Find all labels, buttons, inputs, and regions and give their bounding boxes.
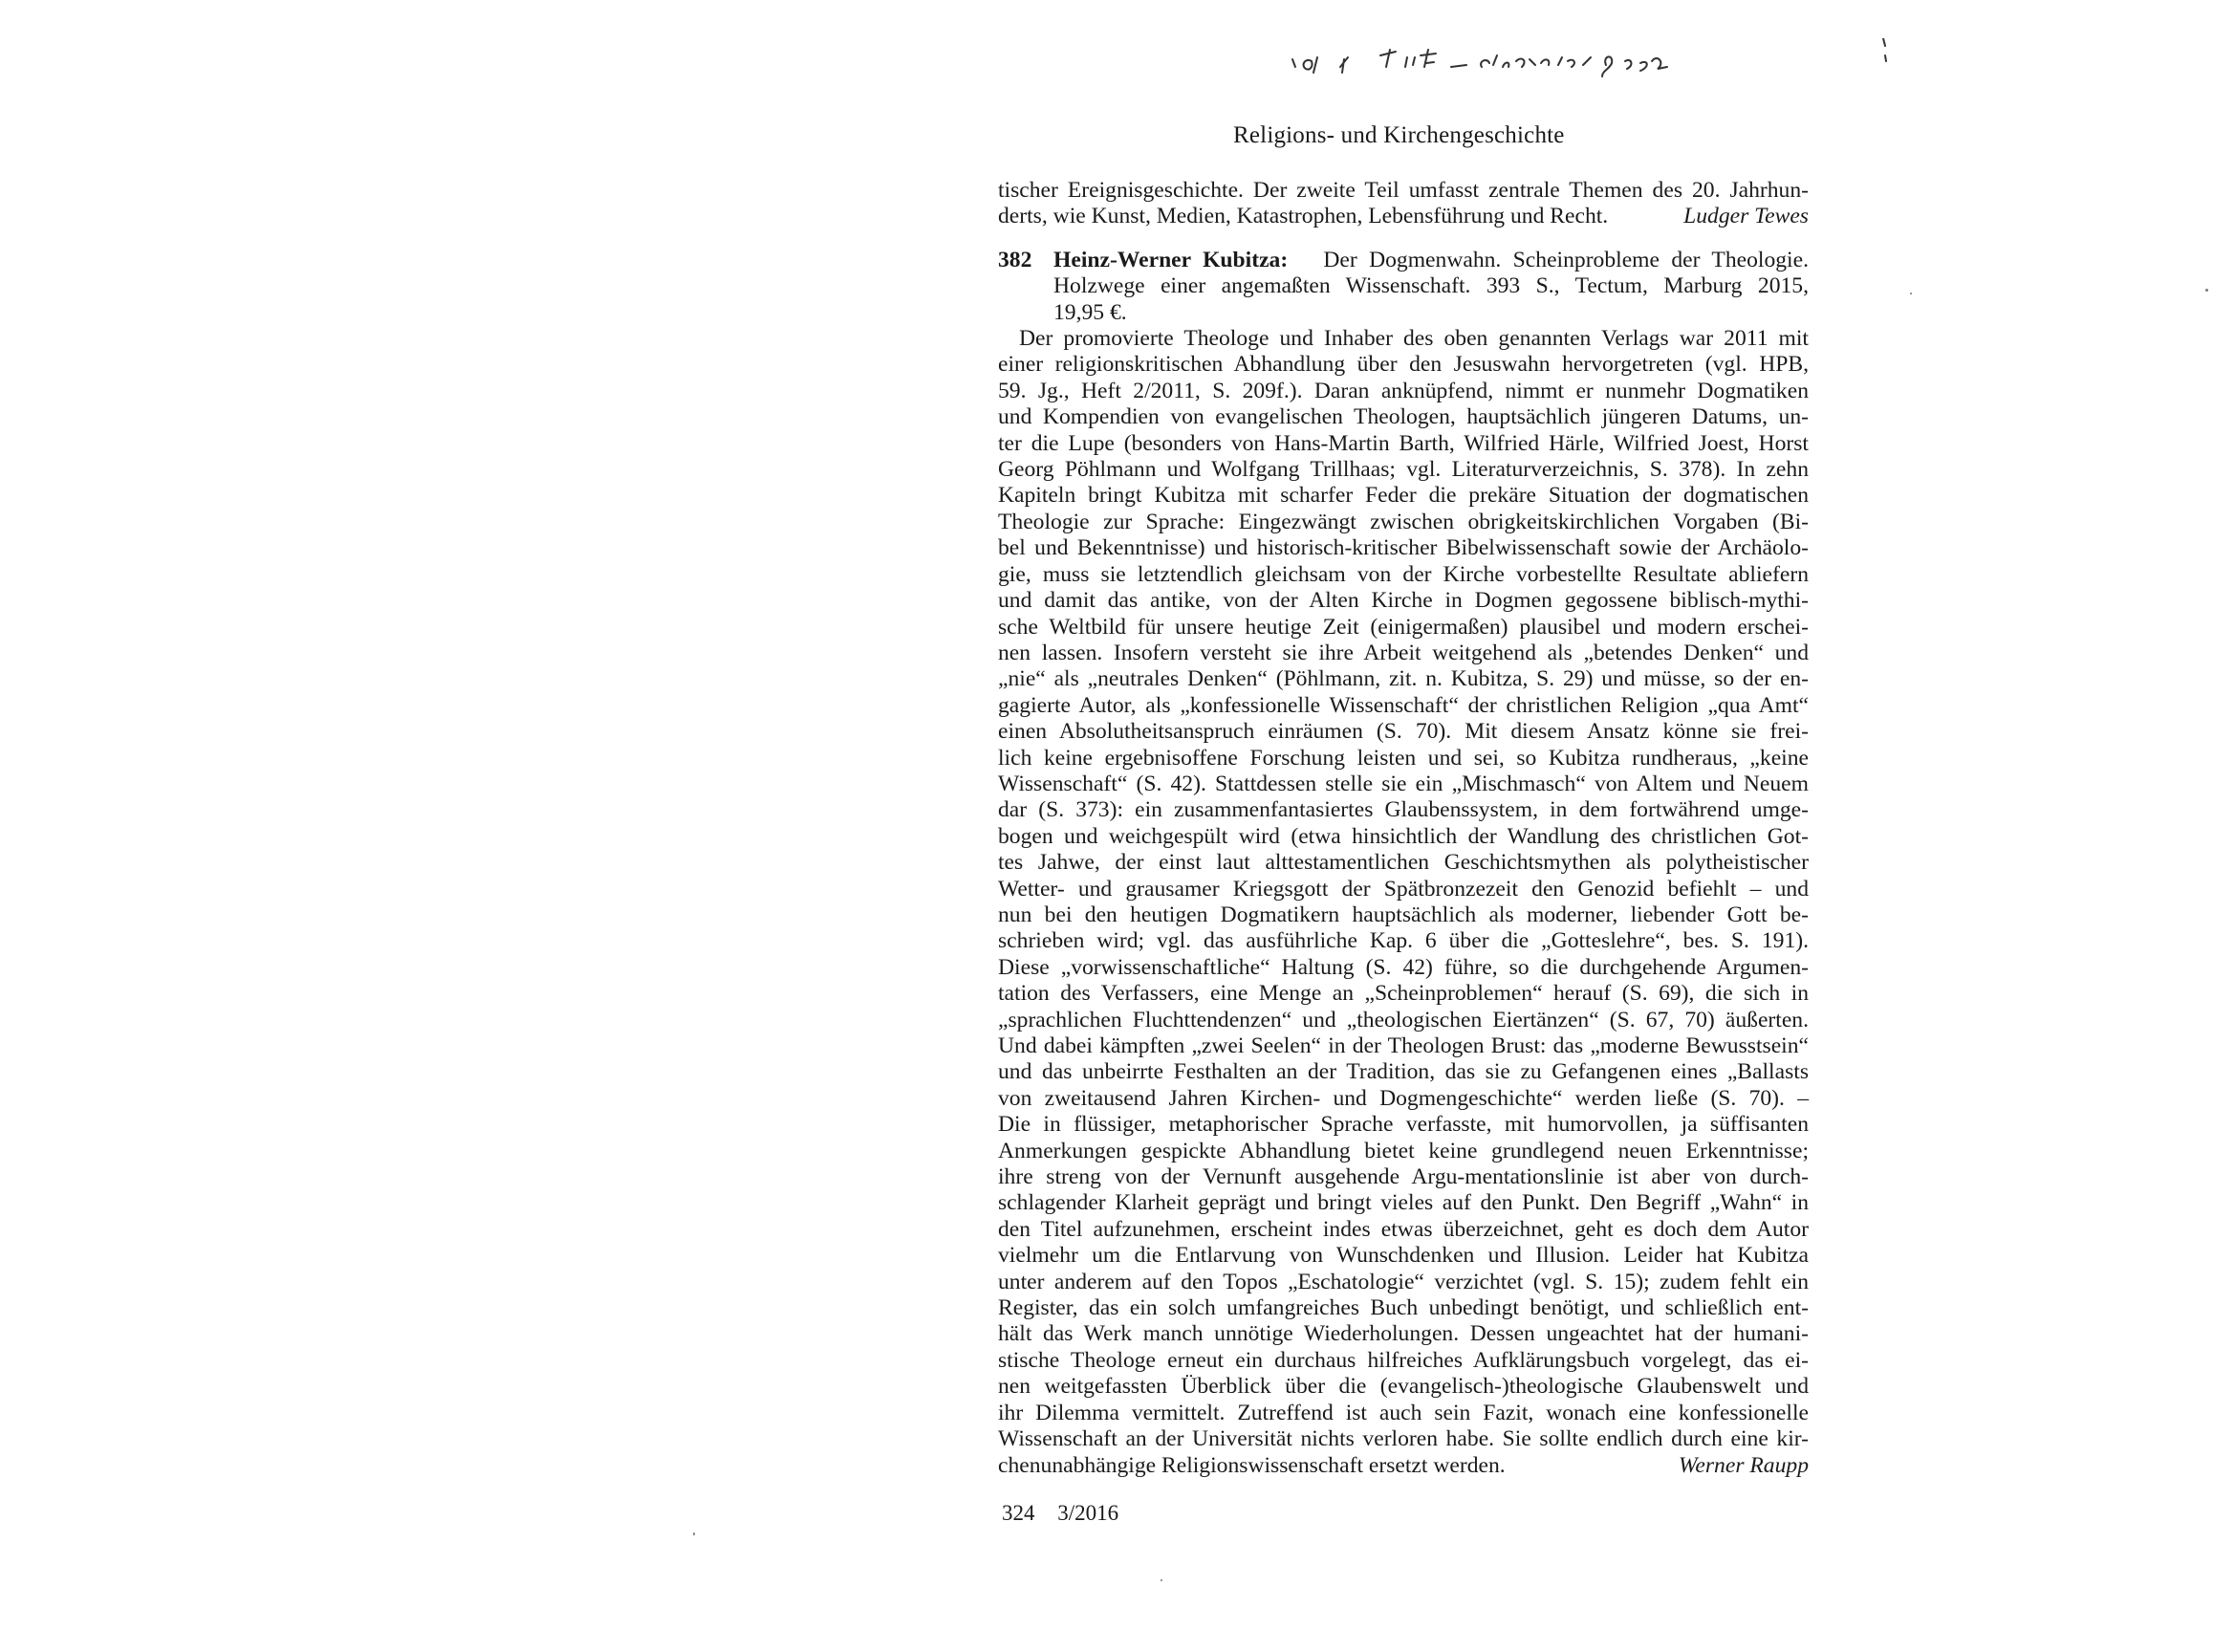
- text-line: vielmehr um die Entlarvung von Wunschdenken und Illusion. Leider hat Kubitza: [998, 1243, 1809, 1269]
- text-line: einen Absolutheitsanspruch einräumen (S. 70). Mit diesem Ansatz könne sie frei-: [998, 719, 1809, 745]
- handwritten-annotation: [1281, 38, 1893, 124]
- text-line: einer religionskritischen Abhandlung über den Jesuswahn hervorgetreten (vgl. HPB,: [998, 352, 1809, 378]
- text-column: [998, 178, 1809, 1479]
- text-line: Und dabei kämpften „zwei Seelen“ in der Theologen Brust: das „moderne Bewusstsein“: [998, 1033, 1809, 1058]
- text-line: lich keine ergebnisoffene Forschung leisten und sei, so Kubitza rundheraus, „keine: [998, 745, 1809, 771]
- text-line: derts, wie Kunst, Medien, Katastrophen, Lebensführung und Recht.: [998, 204, 1609, 229]
- text-line: schlagender Klarheit geprägt und bringt vieles auf den Punkt. Den Begriff „Wahn“ in: [998, 1190, 1809, 1216]
- review-body: [998, 326, 1809, 1452]
- review-entry: [998, 248, 1809, 1479]
- text-line: Georg Pöhlmann und Wolfgang Trillhaas; vgl. Literaturverzeichnis, S. 378). In zehn: [998, 457, 1809, 483]
- text-line: „sprachlichen Fluchttendenzen“ und „theologischen Eiertänzen“ (S. 67, 70) äußerten.: [998, 1007, 1809, 1032]
- text-line: nun bei den heutigen Dogmatikern hauptsächlich als moderner, liebender Gott be-: [998, 902, 1809, 927]
- text-line: gagierte Autor, als „konfessionelle Wissenschaft“ der christlichen Religion „qua Amt“: [998, 692, 1809, 718]
- text-line: und Kompendien von evangelischen Theologen, hauptsächlich jüngeren Datums, un-: [998, 404, 1809, 430]
- page-footer: [1002, 1501, 1118, 1526]
- text-line: Wetter- und grausamer Kriegsgott der Spätbronzezeit den Genozid befiehlt – und: [998, 876, 1809, 902]
- text-line: von zweitausend Jahren Kirchen- und Dogmengeschichte“ werden ließe (S. 70). –: [998, 1085, 1809, 1111]
- running-header: Religions- und Kirchengeschichte: [1233, 122, 1565, 148]
- entry-title: Der Dogmenwahn. Scheinprobleme der Theologie.: [1323, 247, 1809, 272]
- text-line: den Titel aufzunehmen, erscheint indes etwas überzeichnet, geht es doch dem Autor: [998, 1216, 1809, 1242]
- scan-speck: [1161, 1579, 1162, 1581]
- text-line: Die in flüssiger, metaphorischer Sprache verfasste, mit humorvollen, ja süffisanten: [998, 1112, 1809, 1138]
- text-line: und das unbeirrte Festhalten an der Tradition, das sie zu Gefangenen eines „Ballasts: [998, 1059, 1809, 1085]
- text-line: sche Weltbild für unsere heutige Zeit (einigermaßen) plausibel und modern erschei-: [998, 614, 1809, 640]
- text-line: Wissenschaft an der Universität nichts verloren habe. Sie sollte endlich durch eine kir-: [998, 1426, 1809, 1452]
- text-line: Diese „vorwissenschaftliche“ Haltung (S. 42) führe, so die durchgehende Argumen-: [998, 954, 1809, 980]
- text-line: und damit das antike, von der Alten Kirche in Dogmen gegossene biblisch-mythi-: [998, 588, 1809, 614]
- text-line: Anmerkungen gespickte Abhandlung bietet keine grundlegend neuen Erkenntnisse;: [998, 1138, 1809, 1163]
- reviewer-signature: Werner Raupp: [1678, 1452, 1809, 1478]
- page-number: 324: [1002, 1501, 1035, 1525]
- text-line: nen lassen. Insofern versteht sie ihre Arbeit weitgehend als „betendes Denken“ und: [998, 640, 1809, 665]
- text-line: dar (S. 373): ein zusammenfantasiertes Glaubenssystem, in dem fortwährend umge-: [998, 797, 1809, 823]
- text-line: ihre streng von der Vernunft ausgehende Argu-mentationslinie ist aber von durch-: [998, 1164, 1809, 1190]
- text-line: tischer Ereignisgeschichte. Der zweite Teil umfasst zentrale Themen des 20. Jahrhun-: [998, 178, 1809, 203]
- text-line-with-signature: [998, 1453, 1809, 1479]
- entry-number: 382: [998, 247, 1032, 272]
- bibliography-line: Holzwege einer angemaßten Wissenschaft. 393 S., Tectum, Marburg 2015,: [1053, 273, 1809, 299]
- scan-speck: [2205, 289, 2208, 292]
- issue-number: 3/2016: [1057, 1501, 1119, 1525]
- text-line: tation des Verfassers, eine Menge an „Scheinproblemen“ herauf (S. 69), die sich in: [998, 981, 1809, 1007]
- text-line: hält das Werk manch unnötige Wiederholungen. Dessen ungeachtet hat der humani-: [998, 1321, 1809, 1347]
- scan-speck: [1910, 293, 1912, 294]
- text-line: schrieben wird; vgl. das ausführliche Kap. 6 über die „Gotteslehre“, bes. S. 191).: [998, 928, 1809, 954]
- scan-speck: [693, 1532, 695, 1535]
- text-line: Kapiteln bringt Kubitza mit scharfer Feder die prekäre Situation der dogmatischen: [998, 483, 1809, 509]
- text-line: tes Jahwe, der einst laut alttestamentlichen Geschichtsmythen als polytheistischer: [998, 850, 1809, 876]
- text-line: Theologie zur Sprache: Eingezwängt zwischen obrigkeitskirchlichen Vorgaben (Bi-: [998, 509, 1809, 534]
- text-line: ihr Dilemma vermittelt. Zutreffend ist auch sein Fazit, wonach eine konfessionelle: [998, 1400, 1809, 1425]
- entry-author: Heinz-Werner Kubitza:: [1053, 247, 1289, 272]
- previous-review-tail: [998, 178, 1809, 230]
- text-line: 59. Jg., Heft 2/2011, S. 209f.). Daran anknüpfend, nimmt er nunmehr Dogmatiken: [998, 378, 1809, 403]
- text-line: „nie“ als „neutrales Denken“ (Pöhlmann, zit. n. Kubitza, S. 29) und müsse, so der en-: [998, 666, 1809, 692]
- reviewer-signature: Ludger Tewes: [1683, 204, 1809, 229]
- text-line: chenunabhängige Religionswissenschaft ersetzt werden.: [998, 1452, 1506, 1478]
- text-line: Register, das ein solch umfangreiches Buch unbedingt benötigt, und schließlich ent-: [998, 1295, 1809, 1321]
- text-line: Wissenschaft“ (S. 42). Stattdessen stelle sie ein „Mischmasch“ von Altem und Neuem: [998, 771, 1809, 796]
- bibliography-line: 19,95 €.: [1053, 299, 1127, 325]
- text-line: bel und Bekenntnisse) und historisch-kritischer Bibelwissenschaft sowie der Archäolo-: [998, 535, 1809, 561]
- text-line: ter die Lupe (besonders von Hans-Martin Barth, Wilfried Härle, Wilfried Joest, Horst: [998, 430, 1809, 456]
- bibliography-line: [1053, 248, 1809, 273]
- text-line-with-signature: [998, 204, 1809, 229]
- text-line: bogen und weichgespült wird (etwa hinsichtlich der Wandlung des christlichen Got-: [998, 823, 1809, 849]
- text-line: Der promovierte Theologe und Inhaber des oben genannten Verlags war 2011 mit: [1019, 326, 1809, 352]
- text-line: gie, muss sie letztendlich gleichsam von der Kirche vorbestellte Resultate abliefern: [998, 561, 1809, 587]
- entry-bibliography: [998, 248, 1809, 326]
- text-line: stische Theologe erneut ein durchaus hilfreiches Aufklärungsbuch vorgelegt, das ei-: [998, 1347, 1809, 1373]
- text-line: nen weitgefassten Überblick über die (evangelisch-)theologische Glaubenswelt und: [998, 1374, 1809, 1400]
- text-line: unter anderem auf den Topos „Eschatologie“ verzichtet (vgl. S. 15); zudem fehlt ein: [998, 1269, 1809, 1294]
